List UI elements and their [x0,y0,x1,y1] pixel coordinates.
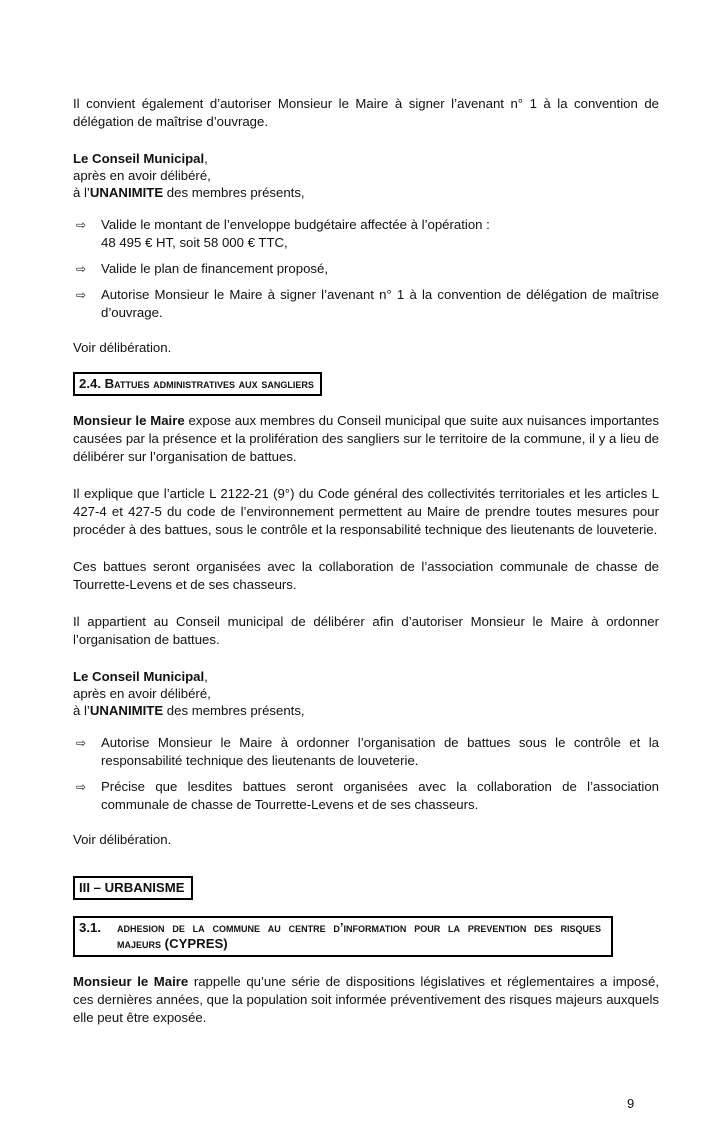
section-heading-iii: III – URBANISME [73,876,193,900]
council-decision-2 [73,668,659,719]
council-decision-1 [73,150,659,201]
council-suffix: , [204,151,208,166]
paragraph: Monsieur le Maire rappelle qu’une série de dispositions législatives et réglementaires a imposé, ces dernières années, que la population soit informée préventivement des risques majeurs auxquels elle peut être exposée. [73,974,659,1025]
arrow-right-outline-icon: ⇨ [76,780,87,794]
list-item [73,216,659,252]
section-number: 3.1. [79,920,101,935]
list-item [73,778,659,814]
list-item-line1: Autorise Monsieur le Maire à signer l’avenant n° 1 à la convention de délégation de maîtrise d’ouvrage. [101,287,659,320]
list-item [73,286,659,322]
paragraph: Il explique que l’article L 2122-21 (9°) du Code général des collectivités territoriales et les articles L 427-4 et 427-5 du code de l’environnement permettent au Maire de prendre toutes mesures pour procéder à des battues, sous le contrôle et la responsabilité technique des lieutenants de louveterie. [73,486,659,537]
see-deliberation: Voir délibération. [73,340,172,355]
council-label: Le Conseil Municipal [73,669,205,684]
paragraph: Monsieur le Maire expose aux membres du Conseil municipal que suite aux nuisances importantes causées par la présence et la prolifération des sangliers sur le territoire de la commune, il y a lieu de délibérer sur l’organisation de battues. [73,413,659,464]
list-item-line1: Autorise Monsieur le Maire à ordonner l’organisation de battues sous le contrôle et la responsabilité technique des lieutenants de louveterie. [101,735,659,768]
section-heading-2-4: 2.4. Battues administratives aux sangliers [73,372,322,396]
arrow-right-outline-icon: ⇨ [76,288,87,302]
unanimity-prefix: à l’ [73,185,90,200]
unanimity-label: UNANIMITE [89,703,164,718]
paragraph: Il appartient au Conseil municipal de délibérer afin d’autoriser Monsieur le Maire à ordonner l’organisation de battues. [73,614,659,647]
council-suffix: , [204,669,208,684]
decision-list-1 [73,216,659,322]
list-item [73,734,659,770]
see-deliberation: Voir délibération. [73,832,172,847]
intro-paragraph: Il convient également d’autoriser Monsieur le Maire à signer l’avenant n° 1 à la convention de délégation de maîtrise d’ouvrage. [73,96,659,129]
list-item-line1: Valide le plan de financement proposé, [101,261,329,276]
page-number: 9 [627,1096,635,1111]
list-item-line1: Précise que lesdites battues seront organisées avec la collaboration de l’association communale de chasse de Tourrette-Levens et de ses chasseurs. [101,779,659,812]
arrow-right-outline-icon: ⇨ [76,736,87,750]
decision-list-2 [73,734,659,814]
deliberation-phrase: après en avoir délibéré, [73,686,211,701]
unanimity-prefix: à l’ [73,703,90,718]
unanimity-label: UNANIMITE [89,185,164,200]
arrow-right-outline-icon: ⇨ [76,262,87,276]
list-item [73,260,659,278]
deliberation-phrase: après en avoir délibéré, [73,168,211,183]
paragraph: Ces battues seront organisées avec la collaboration de l’association communale de chasse de Tourrette-Levens et de ses chasseurs. [73,559,659,592]
council-label: Le Conseil Municipal [73,151,205,166]
list-item-line1: Valide le montant de l’enveloppe budgétaire affectée à l’opération : [101,217,490,232]
section-heading-3-1 [73,916,613,957]
section-title: adhesion de la commune au centre d’information pour la prevention des risques majeurs (CYPRES) [117,920,601,951]
unanimity-suffix: des membres présents, [163,185,305,200]
arrow-right-outline-icon: ⇨ [76,218,87,232]
list-item-line2: 48 495 € HT, soit 58 000 € TTC, [101,235,288,250]
unanimity-suffix: des membres présents, [163,703,305,718]
document-page [73,95,659,1027]
